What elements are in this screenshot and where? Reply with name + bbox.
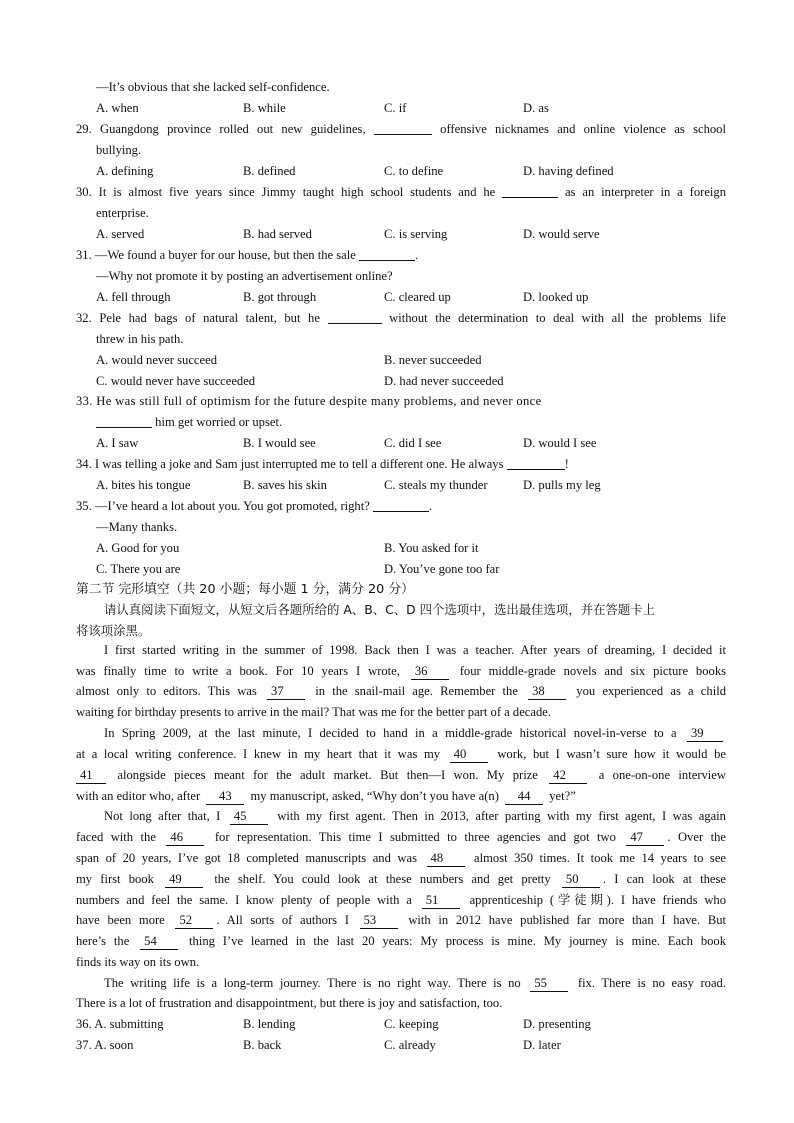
text-segment: span of 20 years, I’ve got 18 completed manuscripts and was (76, 851, 417, 865)
q28-option-b[interactable]: B. while (243, 101, 286, 115)
q31-response: —Why not promote it by posting an advertisement online? (96, 269, 393, 283)
q30-text-before: It is almost five years since Jimmy taught high school students and he (98, 185, 496, 199)
blank-55: 55 (530, 975, 568, 992)
passage-p1-line1: I first started writing in the summer of 1998. Back then I was a teacher. After years of dreaming, I decided it (104, 643, 726, 657)
q30-text-after: as an interpreter in a foreign (565, 185, 727, 199)
q33-option-b[interactable]: B. I would see (243, 436, 316, 450)
passage-p3-line3 (76, 848, 726, 869)
q34-stem (76, 454, 726, 475)
q33-option-c[interactable]: C. did I see (384, 436, 442, 450)
passage-p2-line2 (76, 744, 726, 765)
q34-blank (507, 455, 565, 470)
text-segment: my manuscript, asked, “Why don’t you have a(n) (250, 789, 499, 803)
blank-41: 41 (76, 767, 106, 784)
q28-option-c[interactable]: C. if (384, 101, 407, 115)
text-segment: almost 350 times. It took me 14 years to see (474, 851, 727, 865)
blank-51: 51 (422, 892, 460, 909)
q35-number: 35. (76, 499, 92, 513)
q37-option-d[interactable]: D. later (523, 1038, 561, 1052)
text-segment: four middle-grade novels and six picture books (459, 664, 727, 678)
q30-option-c[interactable]: C. is serving (384, 227, 448, 241)
q36-option-b[interactable]: B. lending (243, 1017, 296, 1031)
q33-text-after: him get worried or upset. (155, 415, 283, 429)
q32-option-b[interactable]: B. never succeeded (384, 353, 482, 367)
text-segment: Not long after that, I (104, 809, 221, 823)
text-segment: thing I’ve learned in the last 20 years: My process is mine. My journey is mine. Each book (189, 934, 727, 948)
q36-option-a[interactable] (76, 1014, 164, 1035)
q32-blank (328, 309, 382, 324)
q37-option-b[interactable]: B. back (243, 1038, 282, 1052)
section-heading: 第二节 完形填空（共 20 小题；每小题 1 分，满分 20 分） (76, 582, 414, 597)
q30-option-d[interactable]: D. would serve (523, 227, 600, 241)
text-segment: with my first agent. Then in 2013, after parting with my first agent, I was again (277, 809, 726, 823)
q29-number: 29. (76, 122, 92, 136)
passage-p1-line2 (76, 661, 726, 682)
text-segment: have been more (76, 913, 165, 927)
blank-44: 44 (505, 788, 543, 805)
q33-number: 33. (76, 394, 93, 408)
q28-option-a[interactable]: A. when (96, 101, 139, 115)
q31-option-a[interactable]: A. fell through (96, 290, 171, 304)
q37-option-c[interactable]: C. already (384, 1038, 436, 1052)
q34-number: 34. (76, 457, 92, 471)
q36-option-a-text: A. submitting (94, 1017, 164, 1031)
q29-option-a[interactable]: A. defining (96, 164, 154, 178)
passage-p1-line4: waiting for birthday presents to arrive in the mail? That was me for the better part of a decade. (76, 705, 552, 719)
blank-36: 36 (411, 663, 449, 680)
q34-option-a[interactable]: A. bites his tongue (96, 478, 191, 492)
q32-stem (76, 308, 726, 329)
text-segment: with in 2012 have published far more than I have. But (408, 913, 727, 927)
q34-option-c[interactable]: C. steals my thunder (384, 478, 488, 492)
q32-text-before: Pele had bags of natural talent, but he (99, 311, 320, 325)
text-segment: . I can look at these (602, 872, 726, 886)
q36-number: 36. (76, 1017, 92, 1031)
passage-p3-line8: finds its way on its own. (76, 955, 200, 969)
text-segment: in the snail-mail age. Remember the (315, 684, 518, 698)
q33-text-line1: He was still full of optimism for the future despite many problems, and never once (96, 394, 542, 408)
text-segment: numbers and feel the same. I know plenty of people with a (76, 893, 412, 907)
blank-47: 47 (626, 829, 664, 846)
passage-p3-line6 (76, 910, 726, 931)
q30-number: 30. (76, 185, 92, 199)
blank-48: 48 (427, 850, 465, 867)
q31-option-b[interactable]: B. got through (243, 290, 317, 304)
q31-stem (76, 245, 726, 266)
q29-option-b[interactable]: B. defined (243, 164, 296, 178)
q29-text-after: offensive nicknames and online violence as school (440, 122, 726, 136)
q37-number: 37. (76, 1038, 92, 1052)
blank-38: 38 (528, 683, 566, 700)
text-segment: yet?” (549, 789, 576, 803)
text-segment: the shelf. You could look at these numbers and get pretty (214, 872, 551, 886)
q35-option-c[interactable]: C. There you are (96, 562, 181, 576)
q32-option-d[interactable]: D. had never succeeded (384, 374, 504, 388)
q29-stem-cont: bullying. (96, 143, 142, 157)
q30-stem (76, 182, 726, 203)
text-segment: The writing life is a long-term journey. There is no right way. There is no (104, 976, 521, 990)
q35-stem (76, 496, 726, 517)
q36-option-d[interactable]: D. presenting (523, 1017, 591, 1031)
q34-text-after: ! (564, 457, 569, 471)
section-instruction-line2: 将该项涂黑。 (76, 623, 151, 638)
passage-p3-line4 (76, 869, 726, 890)
text-segment: was finally time to write a book. For 10 years I wrote, (76, 664, 400, 678)
blank-50: 50 (562, 871, 600, 888)
q32-stem-cont: threw in his path. (96, 332, 184, 346)
q35-response: —Many thanks. (96, 520, 178, 534)
q31-blank (359, 246, 415, 261)
blank-53: 53 (360, 912, 398, 929)
q34-text-before: I was telling a joke and Sam just interrupted me to tell a different one. He always (94, 457, 504, 471)
q35-text-before: —I’ve heard a lot about you. You got promoted, right? (94, 499, 370, 513)
text-segment: work, but I wasn’t sure how it would be (497, 747, 726, 761)
q35-option-b[interactable]: B. You asked for it (384, 541, 479, 555)
q31-option-c[interactable]: C. cleared up (384, 290, 451, 304)
passage-p4-line2: There is a lot of frustration and disappointment, but there is joy and satisfaction, too. (76, 996, 503, 1010)
q31-number: 31. (76, 248, 92, 262)
text-segment: alongside pieces meant for the adult market. But then—I won. My prize (117, 768, 538, 782)
q29-text-before: Guangdong province rolled out new guidelines, (100, 122, 366, 136)
blank-43: 43 (206, 788, 244, 805)
blank-52: 52 (175, 912, 213, 929)
q35-blank (373, 497, 429, 512)
q30-option-b[interactable]: B. had served (243, 227, 312, 241)
q28-response: —It’s obvious that she lacked self-confidence. (96, 80, 330, 94)
q33-option-d[interactable]: D. would I see (523, 436, 597, 450)
passage-p2-line4 (76, 786, 726, 807)
text-segment: a one-on-one interview (598, 768, 726, 782)
text-segment: almost only to editors. This was (76, 684, 257, 698)
q32-number: 32. (76, 311, 92, 325)
passage-p3-line1 (104, 806, 726, 827)
blank-42: 42 (549, 767, 587, 784)
q35-option-d[interactable]: D. You’ve gone too far (384, 562, 500, 576)
blank-54: 54 (140, 933, 178, 950)
q30-stem-cont: enterprise. (96, 206, 149, 220)
passage-p2-line3 (76, 765, 726, 786)
blank-39: 39 (687, 725, 723, 742)
text-segment: you experienced as a child (576, 684, 726, 698)
q31-text-after: . (415, 248, 419, 262)
q33-stem-cont (96, 412, 726, 433)
q33-stem (76, 391, 726, 412)
blank-45: 45 (230, 808, 268, 825)
q33-blank (96, 413, 152, 428)
blank-49: 49 (165, 871, 203, 888)
q29-blank (374, 120, 432, 135)
blank-46: 46 (166, 829, 204, 846)
q35-text-after: . (428, 499, 433, 513)
passage-p4-line1 (104, 973, 726, 994)
text-segment: apprenticeship (学徒期). I have friends who (469, 893, 727, 907)
section-instruction-line1: 请认真阅读下面短文，从短文后各题所给的 A、B、C、D 四个选项中，选出最佳选项，并在答题卡上 (104, 602, 656, 617)
passage-p1-line3 (76, 681, 726, 702)
text-segment: faced with the (76, 830, 156, 844)
text-segment: with an editor who, after (76, 789, 201, 803)
text-segment: for representation. This time I submitted to three agencies and got two (214, 830, 616, 844)
text-segment: In Spring 2009, at the last minute, I decided to hand in a middle-grade historical novel-in-verse to a (104, 726, 677, 740)
q34-option-b[interactable]: B. saves his skin (243, 478, 327, 492)
passage-p2-line1 (104, 723, 726, 744)
q29-option-d[interactable]: D. having defined (523, 164, 614, 178)
passage-p3-line2 (76, 827, 726, 848)
q29-stem (76, 119, 726, 140)
q37-option-a-text: A. soon (94, 1038, 134, 1052)
text-segment: . All sorts of authors I (216, 913, 349, 927)
blank-37: 37 (267, 683, 305, 700)
passage-p3-line5 (76, 890, 726, 911)
q30-blank (502, 183, 558, 198)
q29-option-c[interactable]: C. to define (384, 164, 444, 178)
q31-option-d[interactable]: D. looked up (523, 290, 589, 304)
q32-text-after: without the determination to deal with all the problems life (389, 311, 727, 325)
text-segment: fix. There is no easy road. (577, 976, 726, 990)
q30-option-a[interactable]: A. served (96, 227, 145, 241)
q34-option-d[interactable]: D. pulls my leg (523, 478, 601, 492)
blank-40: 40 (450, 746, 488, 763)
q35-option-a[interactable]: A. Good for you (96, 541, 180, 555)
text-segment: here’s the (76, 934, 130, 948)
text-segment: at a local writing conference. I knew in my heart that it was my (76, 747, 441, 761)
q31-text-before: —We found a buyer for our house, but then the sale (94, 248, 356, 262)
passage-p3-line7 (76, 931, 726, 952)
q32-option-c[interactable]: C. would never have succeeded (96, 374, 256, 388)
q28-option-d[interactable]: D. as (523, 101, 549, 115)
text-segment: . Over the (667, 830, 726, 844)
q33-option-a[interactable]: A. I saw (96, 436, 139, 450)
q32-option-a[interactable]: A. would never succeed (96, 353, 217, 367)
q36-option-c[interactable]: C. keeping (384, 1017, 439, 1031)
text-segment: my first book (76, 872, 154, 886)
q37-option-a[interactable] (76, 1035, 133, 1056)
